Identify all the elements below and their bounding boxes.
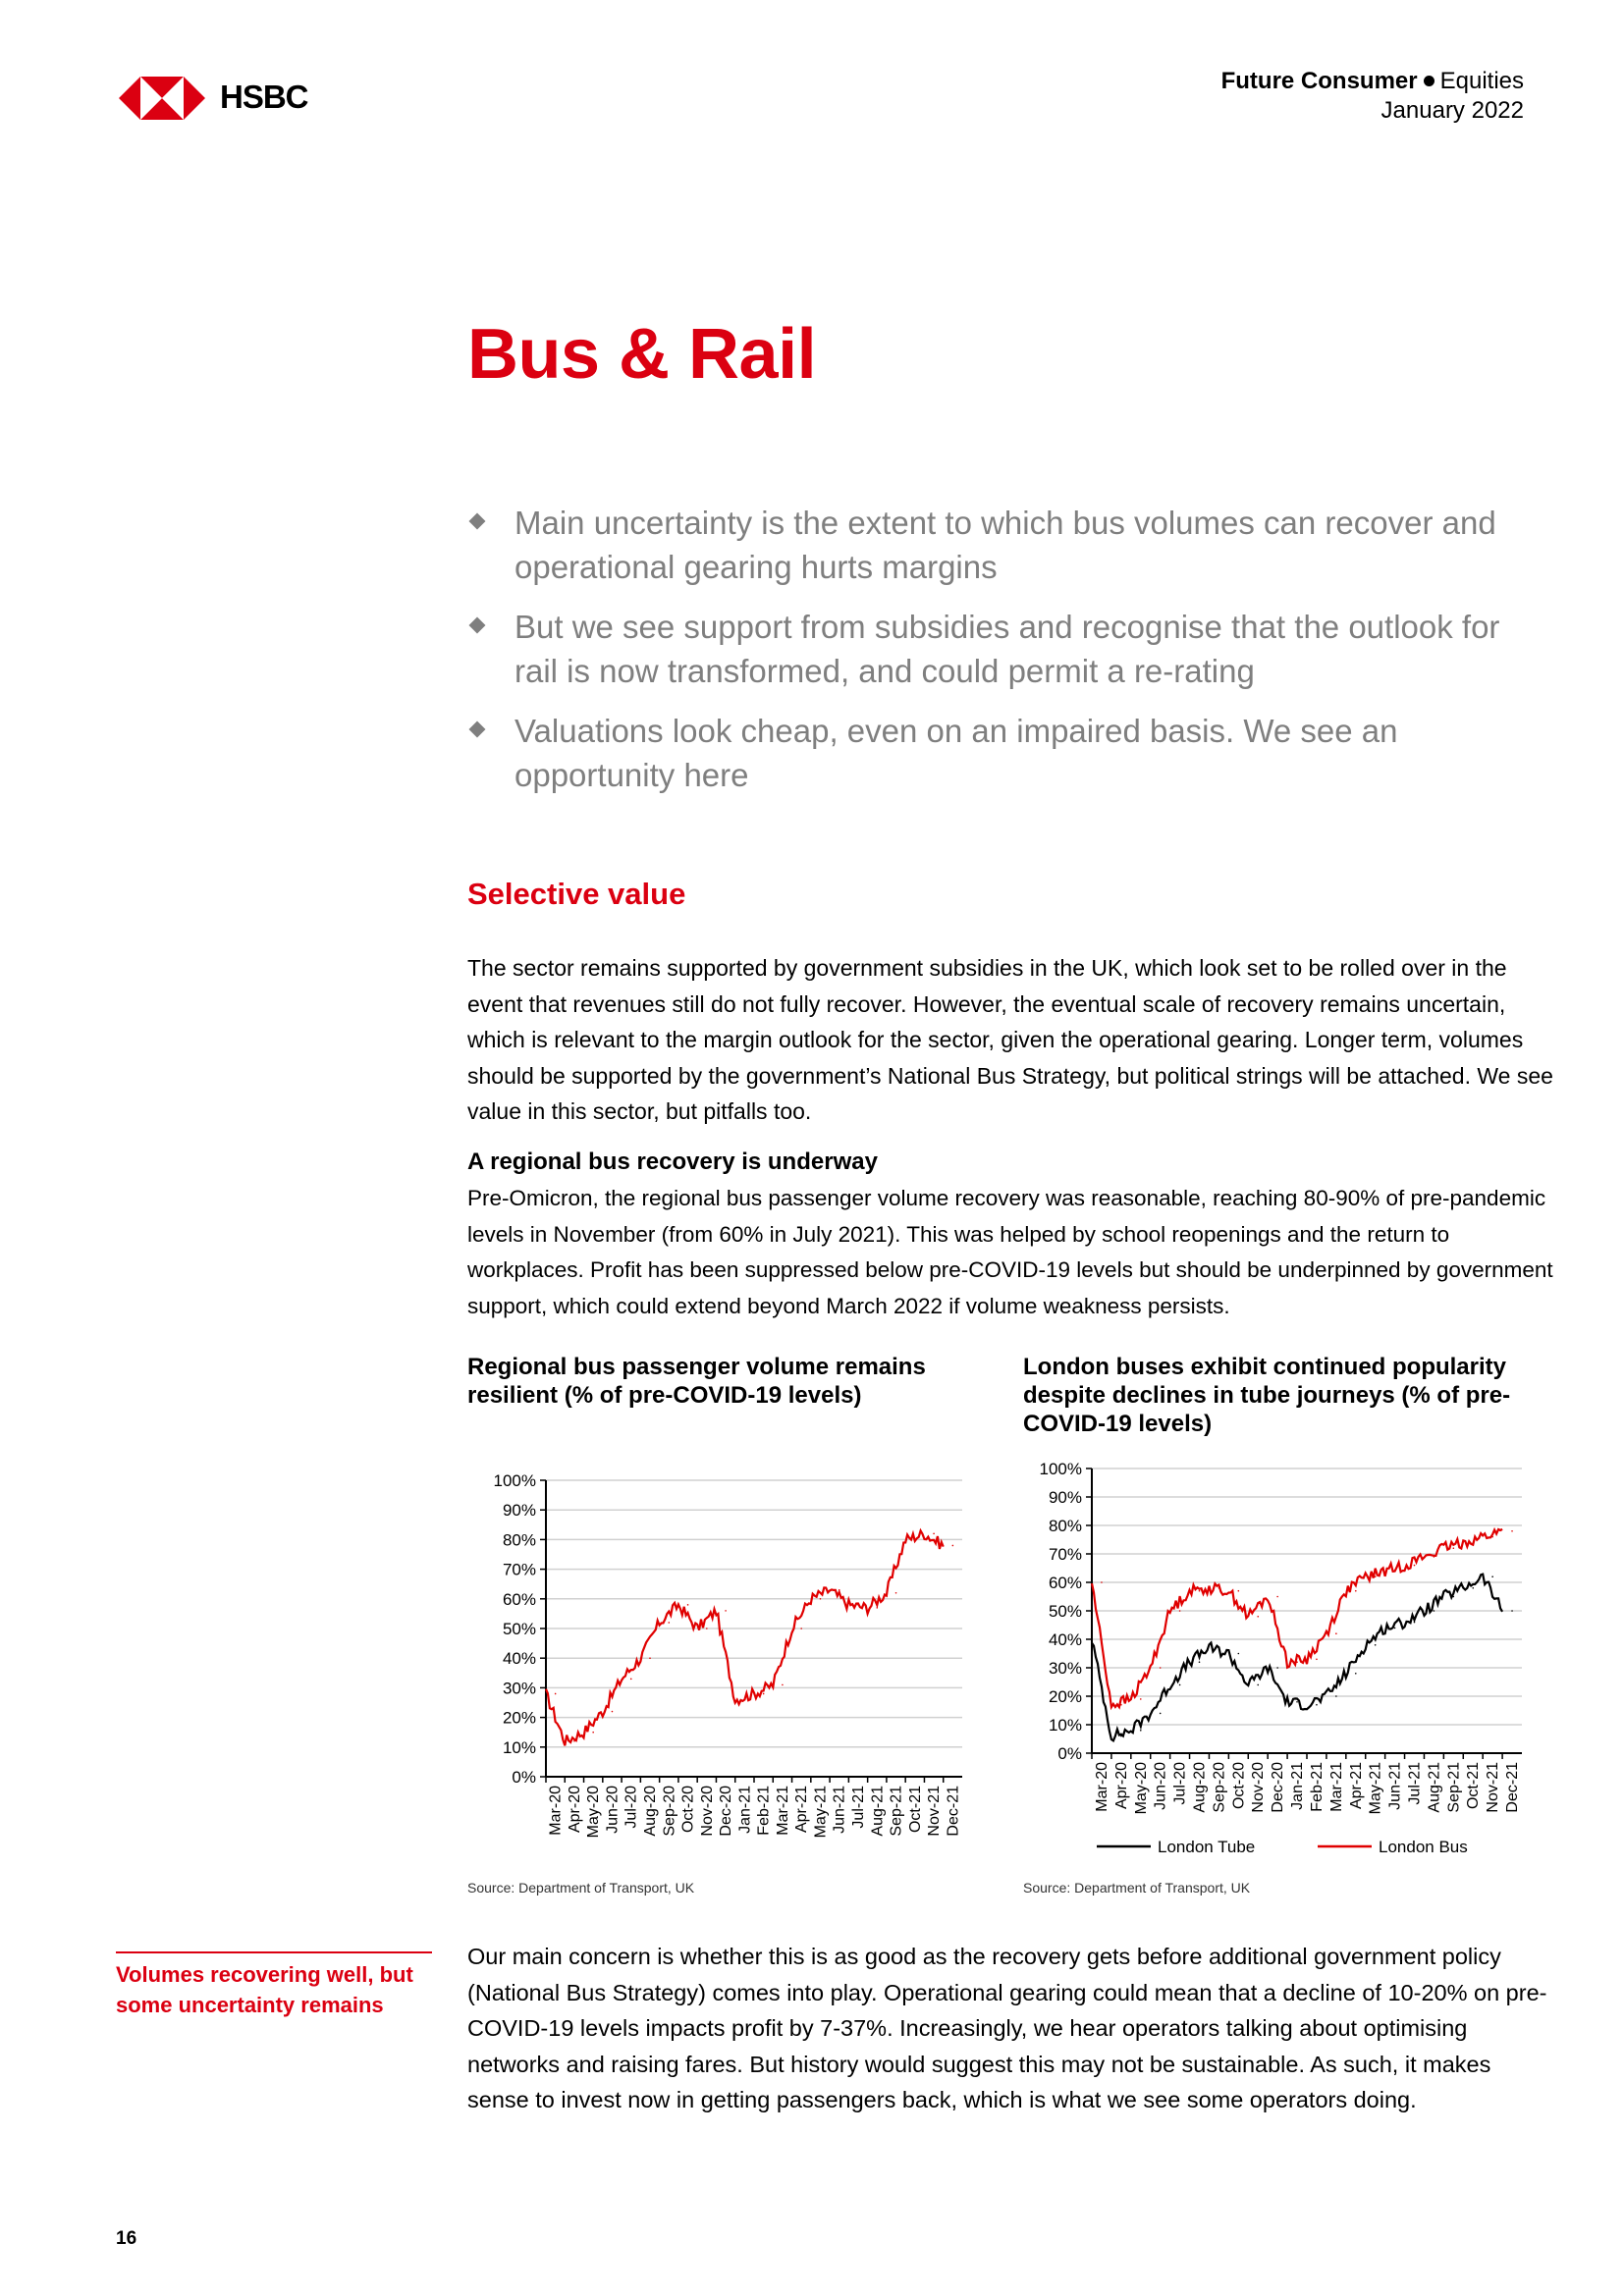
x-tick-label: Feb-21 (1308, 1762, 1326, 1812)
data-point (1140, 1730, 1142, 1732)
data-point (1355, 1673, 1357, 1675)
x-tick-label: Mar-21 (1327, 1762, 1345, 1812)
data-point (1335, 1695, 1337, 1697)
sidebar-note: Volumes recovering well, but some uncertainty remains (116, 1962, 413, 2017)
x-tick-label: Jan-21 (1289, 1762, 1307, 1810)
y-tick-label: 90% (1048, 1488, 1082, 1507)
y-tick-label: 50% (1048, 1602, 1082, 1621)
brand-name: HSBC (220, 79, 308, 115)
y-tick-label: 0% (1057, 1744, 1082, 1763)
report-section: Equities (1439, 68, 1524, 94)
data-point (782, 1684, 784, 1686)
y-tick-label: 20% (502, 1708, 536, 1728)
data-point (1120, 1704, 1122, 1706)
data-point (1434, 1556, 1435, 1558)
key-point-text: Main uncertainty is the extent to which bus volumes can recover and operational gearing hurts margins (514, 505, 1496, 585)
x-tick-label: Jun-20 (1152, 1762, 1169, 1810)
hsbc-logo (119, 69, 315, 128)
data-point (1199, 1661, 1201, 1663)
data-point (555, 1693, 557, 1695)
x-tick-label: Aug-20 (642, 1786, 659, 1837)
y-tick-label: 40% (502, 1649, 536, 1669)
x-tick-label: Oct-21 (1465, 1762, 1483, 1810)
data-point (1296, 1701, 1298, 1703)
y-tick-label: 50% (502, 1620, 536, 1638)
x-tick-label: Aug-20 (1191, 1762, 1209, 1813)
data-point (1276, 1667, 1278, 1669)
data-point (895, 1592, 897, 1594)
data-point (1140, 1698, 1142, 1700)
y-tick-label: 100% (1039, 1460, 1082, 1478)
data-point (630, 1679, 632, 1681)
y-tick-label: 60% (1048, 1574, 1082, 1592)
y-tick-label: 80% (502, 1530, 536, 1550)
data-point (1238, 1653, 1240, 1655)
x-tick-label: Nov-20 (698, 1786, 716, 1837)
y-tick-label: 60% (502, 1589, 536, 1609)
x-tick-label: Jun-21 (1386, 1762, 1404, 1810)
data-point (1257, 1684, 1259, 1686)
y-tick-label: 0% (512, 1768, 536, 1787)
subheading: A regional bus recovery is underway (467, 1148, 878, 1175)
chart-source: Source: Department of Transport, UK (467, 1880, 695, 1896)
series-line-regional-bus (546, 1530, 944, 1745)
data-point (1394, 1628, 1396, 1629)
data-point (725, 1610, 727, 1612)
data-point (1276, 1596, 1278, 1598)
data-point (952, 1545, 954, 1547)
x-tick-label: Dec-20 (718, 1786, 735, 1837)
data-point (820, 1598, 822, 1600)
data-point (1257, 1616, 1259, 1618)
x-tick-label: Oct-20 (1230, 1762, 1248, 1810)
data-point (1179, 1610, 1181, 1612)
data-point (1160, 1667, 1162, 1669)
data-point (744, 1699, 746, 1701)
x-tick-label: Aug-21 (1426, 1762, 1443, 1813)
x-tick-label: Jun-20 (604, 1786, 622, 1834)
data-point (1491, 1536, 1493, 1538)
y-tick-label: 20% (1048, 1687, 1082, 1706)
x-tick-label: Apr-20 (566, 1786, 583, 1834)
publication-name: Future Consumer (1220, 68, 1418, 94)
data-point (1218, 1587, 1220, 1589)
x-tick-label: Aug-21 (869, 1786, 887, 1837)
x-tick-label: Apr-21 (1347, 1762, 1365, 1810)
sidebar-divider (116, 1951, 432, 1953)
x-tick-label: Nov-21 (926, 1786, 944, 1837)
data-point (1414, 1622, 1416, 1624)
x-tick-label: Jun-21 (831, 1786, 848, 1834)
y-tick-label: 40% (1048, 1630, 1082, 1649)
x-tick-label: May-20 (585, 1786, 603, 1839)
key-points-list (467, 501, 1538, 813)
key-point-text: Valuations look cheap, even on an impaired basis. We see an opportunity here (514, 713, 1398, 793)
data-point (1434, 1610, 1435, 1612)
data-point (857, 1604, 859, 1606)
page-number: 16 (116, 2228, 137, 2249)
data-point (1472, 1542, 1474, 1544)
x-tick-label: Feb-21 (755, 1786, 773, 1836)
data-point (1238, 1590, 1240, 1592)
series-line-london-bus (1092, 1529, 1502, 1707)
data-point (1316, 1704, 1318, 1706)
y-tick-label: 10% (502, 1737, 536, 1757)
diamond-bullet-icon (469, 513, 486, 530)
data-point (1511, 1610, 1513, 1612)
data-point (1375, 1575, 1377, 1577)
x-tick-label: Sep-21 (1445, 1762, 1463, 1813)
key-point (467, 709, 1538, 797)
y-tick-label: 30% (1048, 1659, 1082, 1678)
data-point (1491, 1575, 1493, 1577)
y-tick-label: 30% (502, 1679, 536, 1698)
y-tick-label: 100% (493, 1471, 536, 1490)
data-point (1472, 1587, 1474, 1589)
key-point (467, 605, 1538, 693)
x-tick-label: Sep-21 (888, 1786, 905, 1837)
data-point (763, 1693, 765, 1695)
x-tick-label: Nov-21 (1485, 1762, 1502, 1813)
x-tick-label: Jul-21 (1406, 1762, 1424, 1805)
data-point (687, 1604, 689, 1606)
data-point (1120, 1735, 1122, 1737)
section-heading: Selective value (467, 877, 686, 911)
diamond-bullet-icon (469, 721, 486, 738)
x-tick-label: Oct-21 (906, 1786, 924, 1834)
data-point (649, 1657, 651, 1659)
x-tick-label: Dec-21 (1504, 1762, 1522, 1813)
x-tick-label: May-21 (812, 1786, 830, 1839)
body-paragraph: The sector remains supported by government subsidies in the UK, which look set to be rolled over in the event that revenues still do not fully recover. However, the eventual scale of recovery remains uncertain, which is relevant to the margin outlook for the sector, given the operational gearing. Longer term, volumes should be supported by the government’s National Bus Strategy, but political strings will be attached. We see value in this sector, but pitfalls too. (467, 955, 1553, 1124)
data-point (1511, 1530, 1513, 1532)
key-point-text: But we see support from subsidies and recognise that the outlook for rail is now transformed, and could permit a re-rating (514, 609, 1500, 689)
data-point (839, 1589, 840, 1591)
data-point (1375, 1644, 1377, 1646)
x-tick-label: Apr-20 (1112, 1762, 1130, 1810)
y-tick-label: 90% (502, 1501, 536, 1521)
x-tick-label: Jul-20 (1171, 1762, 1189, 1805)
report-header (1221, 67, 1524, 126)
data-point (592, 1732, 594, 1734)
data-point (1453, 1547, 1455, 1549)
y-tick-label: 10% (1048, 1716, 1082, 1735)
data-point (1394, 1571, 1396, 1573)
data-point (1414, 1565, 1416, 1567)
x-tick-label: Apr-21 (793, 1786, 811, 1834)
body-paragraph: Our main concern is whether this is as good as the recovery gets before additional government policy (National Bus Strategy) comes into play. Operational gearing could mean that a decline of 10-20% on pre-COVID-19 levels impacts profit by 7-37%. Increasingly, we hear operators talking about optimising networks and raising fares. But history would suggest this may not be sustainable. As such, it makes sense to invest now in getting passengers back, which is what we see some operators doing. (467, 1944, 1547, 2112)
data-point (800, 1628, 802, 1629)
bullet-dot-icon (1424, 76, 1435, 86)
x-tick-label: Mar-20 (1093, 1762, 1110, 1812)
x-tick-label: Dec-21 (945, 1786, 962, 1837)
legend-label: London Bus (1379, 1838, 1468, 1856)
legend-label: London Tube (1158, 1838, 1256, 1856)
x-tick-label: Dec-20 (1270, 1762, 1287, 1813)
data-point (876, 1607, 878, 1609)
chart-title: London buses exhibit continued popularity despite declines in tube journeys (% of pre-COVID-19 levels) (1023, 1354, 1511, 1437)
x-tick-label: Sep-20 (1211, 1762, 1228, 1813)
x-tick-label: May-20 (1132, 1762, 1150, 1815)
y-tick-label: 80% (1048, 1517, 1082, 1535)
data-point (1296, 1661, 1298, 1663)
x-tick-label: Mar-20 (547, 1786, 565, 1836)
data-point (1218, 1647, 1220, 1649)
y-tick-label: 70% (502, 1560, 536, 1579)
chart-title: Regional bus passenger volume remains resilient (% of pre-COVID-19 levels) (467, 1354, 926, 1409)
x-tick-label: Mar-21 (774, 1786, 791, 1836)
x-tick-label: Jul-20 (623, 1786, 640, 1829)
x-tick-label: Sep-20 (661, 1786, 678, 1837)
x-tick-label: Jan-21 (736, 1786, 754, 1834)
body-paragraph: Pre-Omicron, the regional bus passenger volume recovery was reasonable, reaching 80-90% of pre-pandemic levels in November (from 60% in July 2021). This was helped by school reopenings and the return to workplaces. Profit has been suppressed below pre-COVID-19 levels but should be underpinned by government support, which could extend beyond March 2022 if volume weakness persists. (467, 1186, 1553, 1318)
london-transport-chart (1023, 1451, 1553, 1863)
data-point (1453, 1596, 1455, 1598)
page-title: Bus & Rail (467, 315, 817, 394)
data-point (706, 1628, 708, 1629)
y-tick-label: 70% (1048, 1545, 1082, 1564)
chart-source: Source: Department of Transport, UK (1023, 1880, 1251, 1896)
regional-bus-chart (467, 1451, 978, 1863)
report-date: January 2022 (1380, 97, 1524, 124)
data-point (668, 1622, 670, 1624)
x-tick-label: Jul-21 (850, 1786, 867, 1829)
data-point (933, 1533, 935, 1535)
data-point (1316, 1659, 1318, 1661)
key-point (467, 501, 1538, 589)
data-point (1355, 1590, 1357, 1592)
data-point (1335, 1632, 1337, 1634)
diamond-bullet-icon (469, 617, 486, 634)
x-tick-label: Oct-20 (679, 1786, 697, 1834)
data-point (1179, 1684, 1181, 1686)
x-tick-label: May-21 (1367, 1762, 1384, 1815)
x-tick-label: Nov-20 (1250, 1762, 1268, 1813)
data-point (612, 1711, 614, 1713)
data-point (1101, 1581, 1103, 1583)
data-point (1199, 1590, 1201, 1592)
data-point (1160, 1713, 1162, 1715)
data-point (573, 1740, 575, 1742)
data-point (914, 1539, 916, 1541)
